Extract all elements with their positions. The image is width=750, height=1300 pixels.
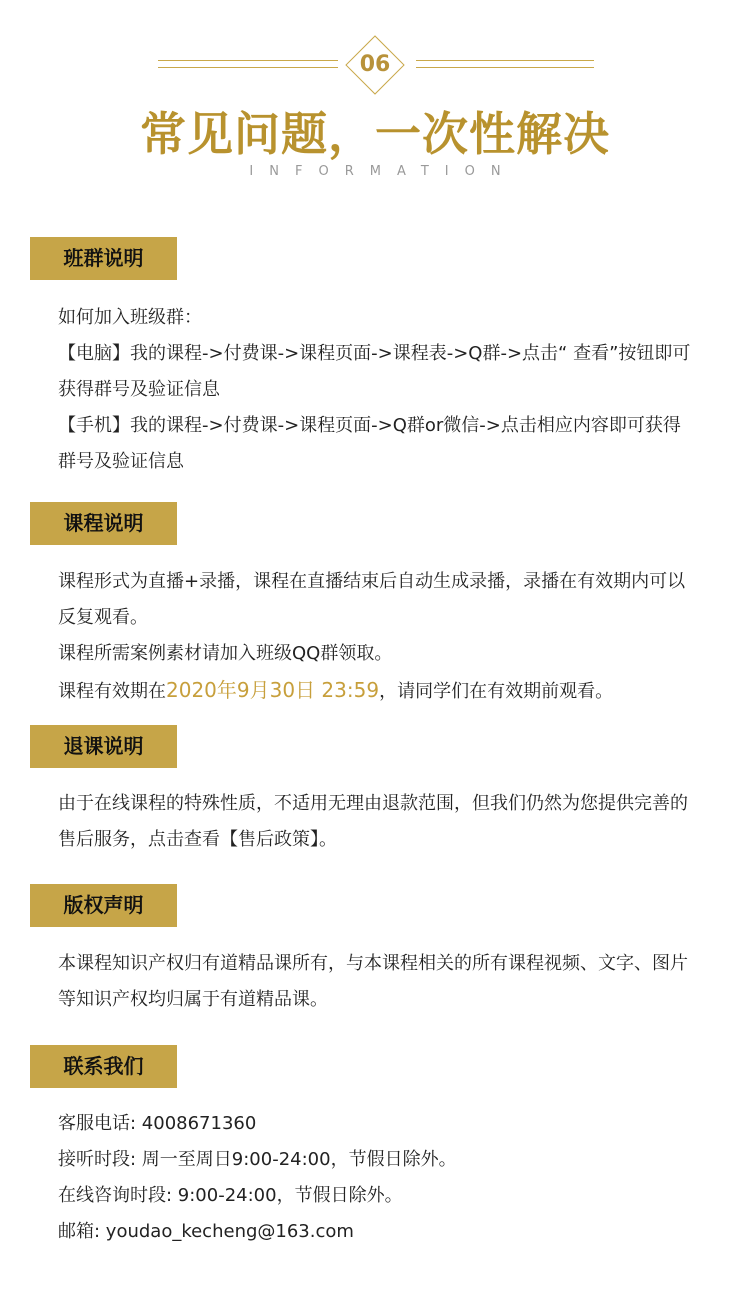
section-tag-contact: 联系我们 xyxy=(30,1045,177,1088)
section-body-refund xyxy=(58,786,698,858)
section-tag-class-group: 班群说明 xyxy=(30,237,177,280)
section-body-copyright xyxy=(58,946,698,1018)
decorative-lines-left xyxy=(158,58,338,72)
expiry-suffix: ，请同学们在有效期前观看。 xyxy=(379,681,614,702)
text-line: 在线咨询时段: 9:00-24:00，节假日除外。 xyxy=(58,1185,403,1206)
page-subtitle: INFORMATION xyxy=(249,164,517,179)
text-line: 【手机】我的课程->付费课->课程页面->Q群or微信->点击相应内容即可获得群号及验证信息 xyxy=(58,415,681,472)
section-number: 06 xyxy=(359,52,391,77)
expiry-prefix: 课程有效期在 xyxy=(58,681,166,702)
text-line: 客服电话: 4008671360 xyxy=(58,1113,257,1134)
decorative-lines-right xyxy=(416,58,594,72)
page-title: 常见问题，一次性解决 xyxy=(140,107,610,161)
text-line: 本课程知识产权归有道精品课所有，与本课程相关的所有课程视频、文字、图片等知识产权均归属于有道精品课。 xyxy=(58,953,688,1010)
section-body-course xyxy=(58,564,698,710)
section-tag-copyright: 版权声明 xyxy=(30,884,177,927)
text-line: 课程形式为直播+录播，课程在直播结束后自动生成录播，录播在有效期内可以反复观看。 xyxy=(58,571,686,628)
expiry-line xyxy=(58,672,698,710)
page-header xyxy=(0,0,750,200)
text-line: 由于在线课程的特殊性质，不适用无理由退款范围，但我们仍然为您提供完善的售后服务，点击查看【售后政策】。 xyxy=(58,793,688,850)
section-body-class-group xyxy=(58,300,698,480)
text-line: 邮箱: youdao_kecheng@163.com xyxy=(58,1221,354,1242)
section-tag-course: 课程说明 xyxy=(30,502,177,545)
expiry-date: 2020年9月30日 23:59 xyxy=(166,678,380,702)
section-tag-refund: 退课说明 xyxy=(30,725,177,768)
text-line: 接听时段: 周一至周日9:00-24:00，节假日除外。 xyxy=(58,1149,457,1170)
text-line: 课程所需案例素材请加入班级QQ群领取。 xyxy=(58,643,393,664)
section-body-contact xyxy=(58,1106,698,1250)
text-line: 【电脑】我的课程->付费课->课程页面->课程表->Q群->点击“ 查看”按钮即可获得群号及验证信息 xyxy=(58,343,691,400)
text-line: 如何加入班级群： xyxy=(58,307,202,328)
